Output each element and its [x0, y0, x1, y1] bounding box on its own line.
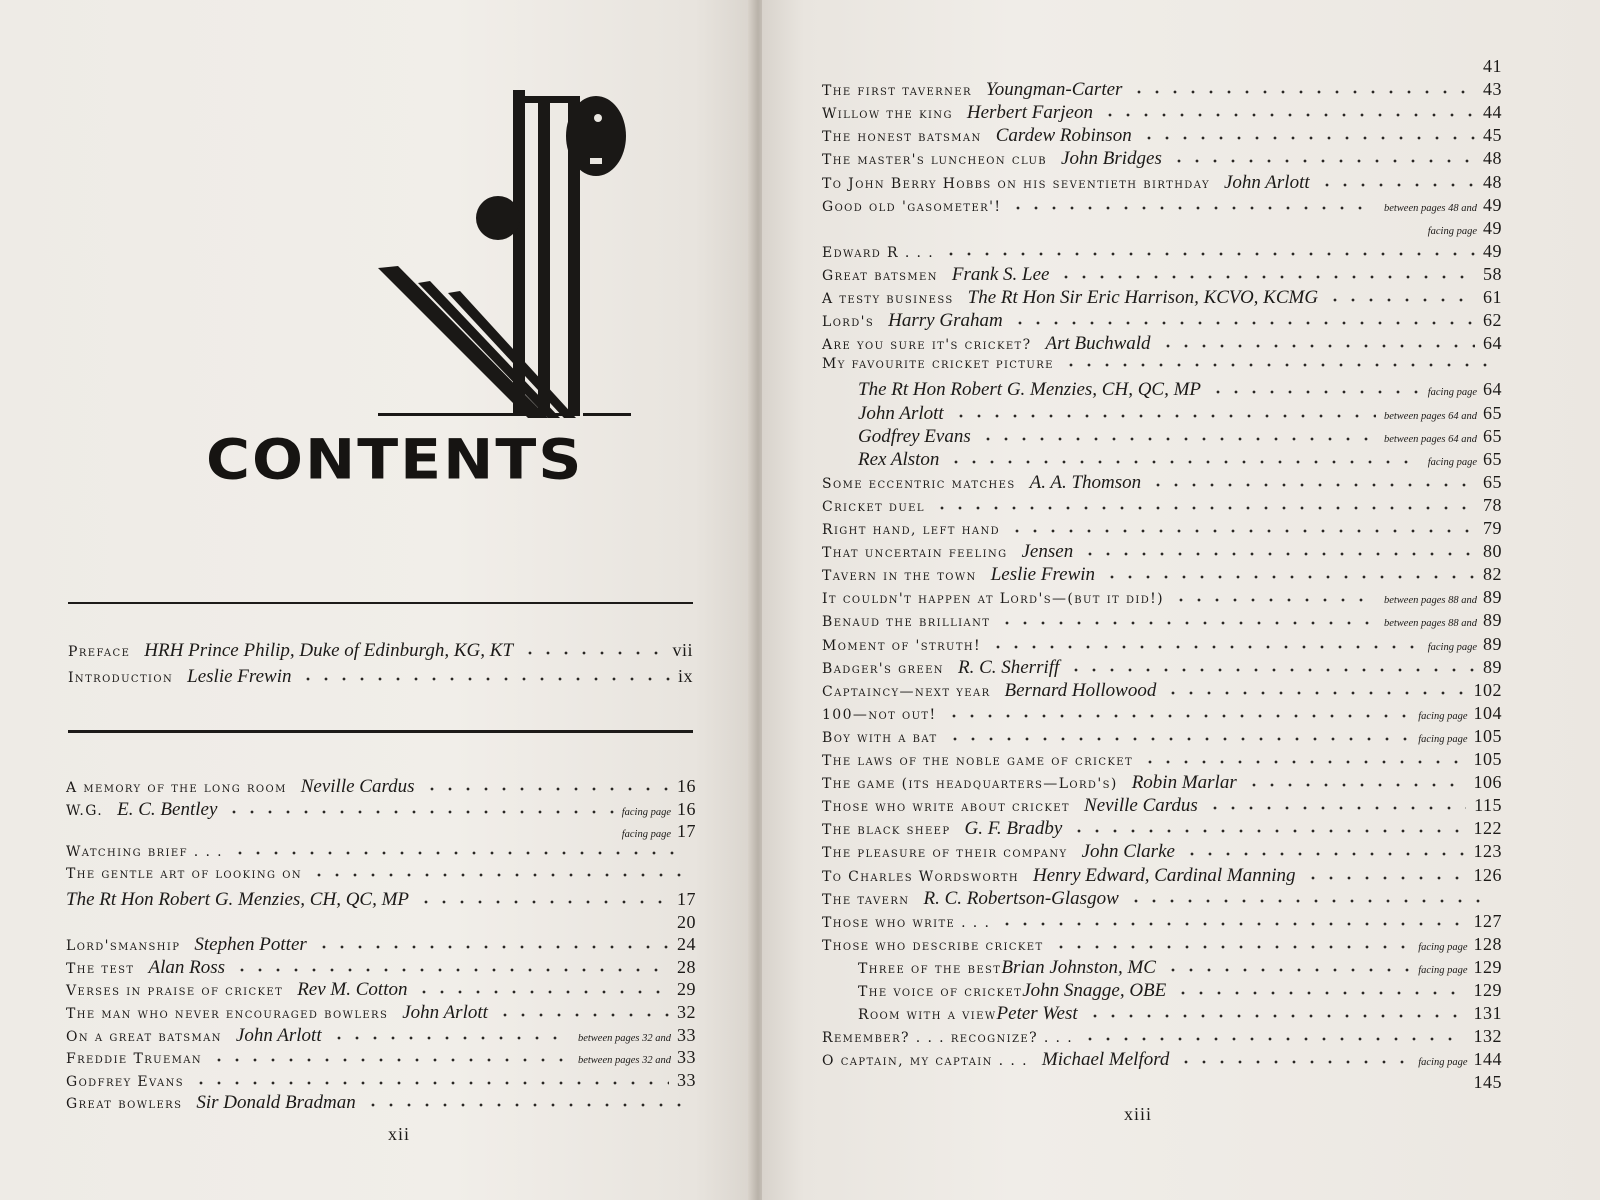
page-number: 28: [677, 956, 696, 977]
page-number: 44: [1483, 102, 1502, 123]
entry-title: Lord's: [822, 314, 875, 331]
entry-author: The Rt Hon Sir Eric Harrison, KCVO, KCMG: [967, 287, 1319, 308]
entry-author: E. C. Bentley: [117, 798, 218, 820]
folio-left: xii: [388, 1124, 411, 1144]
toc-entry: [822, 495, 1502, 516]
toc-entry: [822, 934, 1502, 955]
entry-author: Leslie Frewin: [187, 666, 292, 687]
toc-entry: [822, 287, 1502, 309]
entry-title: Tavern in the town: [822, 568, 977, 585]
dot-leader: [1127, 898, 1494, 904]
toc-entry: [66, 1047, 696, 1068]
page-note: facing page: [1427, 387, 1477, 399]
dot-leader: [946, 736, 1411, 742]
dot-leader: [1174, 990, 1465, 996]
dot-leader: [225, 809, 613, 815]
page-number: 43: [1483, 79, 1502, 100]
page-number: 132: [1473, 1026, 1502, 1047]
toc-entry: [822, 172, 1502, 194]
page-number: 123: [1473, 841, 1502, 862]
toc-entry: [822, 264, 1502, 286]
toc-entry: [68, 666, 693, 688]
page-note: facing page: [621, 829, 671, 841]
entry-author: A. A. Thomson: [1029, 471, 1142, 493]
dot-leader: [1140, 135, 1475, 141]
dot-leader: [1009, 205, 1376, 211]
toc-entry: [822, 587, 1502, 608]
dot-leader: [979, 436, 1376, 442]
entry-title: Three of the best: [858, 960, 1002, 977]
entry-title: Captaincy—next year: [822, 683, 991, 700]
entry-title: W.G.: [66, 802, 104, 819]
entry-title: Some eccentric matches: [822, 475, 1016, 492]
toc-entry: [822, 888, 1502, 910]
page-note: between pages 64 and: [1383, 433, 1477, 445]
toc-entry: [822, 195, 1502, 216]
page-number: 64: [1483, 333, 1502, 354]
page-number: 131: [1473, 1003, 1502, 1024]
dot-leader: [364, 1102, 688, 1108]
page-number: 102: [1473, 679, 1502, 700]
dot-leader: [315, 944, 669, 950]
dot-leader: [330, 1035, 570, 1041]
entry-author: Robin Marlar: [1131, 772, 1237, 794]
dot-leader: [1149, 482, 1475, 488]
entry-author: Harry Graham: [888, 310, 1003, 332]
entry-author: Stephen Potter: [194, 934, 307, 956]
dot-leader: [1062, 362, 1494, 368]
entry-author: Sir Donald Bradman: [196, 1092, 356, 1114]
entry-title: Godfrey Evans: [66, 1073, 185, 1090]
dot-leader: [1318, 182, 1475, 188]
contents-heading: CONTENTS: [206, 428, 584, 493]
page-number: 89: [1483, 656, 1502, 677]
page-number: 45: [1483, 125, 1502, 146]
page-number: 127: [1473, 910, 1502, 931]
dot-leader: [233, 967, 669, 973]
page-note: facing page: [1418, 1057, 1468, 1069]
entry-title: Badger's green: [822, 660, 944, 677]
entry-title: A testy business: [822, 291, 954, 307]
toc-entry: [822, 795, 1502, 817]
page-number: 62: [1483, 310, 1502, 331]
page-number: 65: [1483, 402, 1502, 423]
page-note: between pages 32 and: [577, 1032, 671, 1044]
entry-author: John Arlott: [858, 402, 944, 424]
dot-leader: [942, 251, 1475, 257]
dot-leader: [1159, 343, 1475, 349]
toc-entry: [822, 125, 1502, 147]
entry-title: The tavern: [822, 891, 910, 908]
dot-leader: [1326, 297, 1475, 303]
page-number: 17: [677, 889, 696, 909]
divider-top: [68, 602, 693, 604]
toc-entry: [66, 1092, 696, 1114]
entry-author: John Arlott: [235, 1024, 322, 1046]
entry-title: Watching brief . . .: [66, 843, 224, 860]
page-note: facing page: [1427, 641, 1477, 653]
page-note: facing page: [1418, 710, 1468, 722]
toc-entry: [858, 426, 1502, 448]
page-number: 89: [1483, 610, 1502, 631]
entry-title: The gentle art of looking on: [66, 866, 302, 883]
dot-leader: [1164, 690, 1465, 696]
dot-leader: [415, 989, 669, 995]
page-number: 49: [1483, 194, 1502, 215]
dot-leader: [1206, 805, 1466, 811]
toc-entry: [66, 799, 696, 821]
toc-entry: [822, 703, 1502, 724]
entry-author: Godfrey Evans: [858, 425, 971, 447]
page-number: 78: [1483, 494, 1502, 515]
entry-title: Edward R . . .: [822, 244, 935, 261]
entry-title: Willow the king: [822, 106, 953, 123]
toc-entry: [822, 726, 1502, 747]
toc-entry: [858, 957, 1502, 979]
entry-author: Peter West: [996, 1003, 1078, 1025]
dot-leader: [1103, 574, 1475, 580]
entry-title: Those who describe cricket: [822, 937, 1044, 954]
page-note: between pages 88 and: [1383, 618, 1477, 630]
entry-title: Remember? . . . recognize? . . .: [822, 1030, 1074, 1047]
toc-entry: [66, 1070, 696, 1091]
entry-author: Henry Edward, Cardinal Manning: [1033, 864, 1296, 886]
page-note: between pages 48 and: [1383, 202, 1477, 214]
entry-author: John Arlott: [1223, 171, 1310, 193]
entry-author: Brian Johnston, MC: [1001, 956, 1156, 978]
page-number: 129: [1473, 980, 1502, 1000]
entry-author: John Arlott: [402, 1002, 488, 1023]
folio-right: xiii: [1124, 1104, 1153, 1124]
dot-leader: [998, 921, 1465, 927]
page-number: 64: [1483, 379, 1502, 400]
toc-entry: [858, 449, 1502, 471]
dot-leader: [1011, 320, 1475, 326]
toc-entry: [822, 333, 1502, 355]
toc-entry: [822, 680, 1502, 702]
page-number: 29: [677, 979, 696, 1000]
toc-entry: [822, 1026, 1502, 1047]
toc-entry: [822, 218, 1502, 239]
dot-leader: [1177, 1059, 1410, 1065]
entry-author: R. C. Robertson-Glasgow: [923, 887, 1119, 909]
toc-entry: [822, 148, 1502, 170]
entry-title: The voice of cricket: [858, 984, 1023, 1000]
entry-title: Freddie Trueman: [66, 1051, 203, 1068]
page-number: 104: [1473, 702, 1502, 723]
page-note: facing page: [1427, 225, 1477, 237]
entry-author: John Clarke: [1081, 841, 1175, 863]
page-number: 17: [677, 821, 696, 842]
entry-author: Rex Alston: [858, 448, 940, 470]
page-number: 106: [1473, 772, 1502, 793]
entry-title: Room with a view: [858, 1007, 997, 1024]
page-number: 80: [1483, 541, 1502, 562]
dot-leader: [1070, 828, 1465, 834]
cricket-stumps-logo: [378, 88, 638, 428]
entry-title: My favourite cricket picture: [822, 356, 1054, 373]
toc-entry: [66, 844, 696, 860]
toc-entry: [66, 979, 696, 1001]
dot-leader: [299, 676, 670, 682]
entry-title: O captain, my captain . . .: [822, 1053, 1028, 1070]
page-number: 32: [677, 1002, 696, 1022]
entry-author: Frank S. Lee: [951, 263, 1050, 285]
dot-leader: [1067, 667, 1475, 673]
page-number: 61: [1483, 287, 1502, 307]
dot-leader: [1183, 851, 1466, 857]
toc-entry: [822, 356, 1502, 372]
entry-title: On a great batsman: [66, 1028, 222, 1045]
entry-title: Great batsmen: [822, 267, 938, 284]
entry-title: 100—not out!: [822, 706, 937, 723]
page-note: facing page: [1418, 964, 1468, 976]
page-number: 122: [1473, 818, 1502, 839]
toc-entry: [858, 1003, 1502, 1025]
dot-leader: [1172, 597, 1376, 603]
page-number: 79: [1483, 518, 1502, 538]
page-note: facing page: [1427, 456, 1477, 468]
toc-entry: [858, 403, 1502, 425]
entry-title: The master's luncheon club: [822, 152, 1048, 169]
dot-leader: [192, 1080, 669, 1086]
page-note: facing page: [1418, 733, 1468, 745]
entry-author: Neville Cardus: [1084, 795, 1198, 817]
page-number: 144: [1473, 1049, 1502, 1070]
dot-leader: [945, 713, 1411, 719]
entry-title: Right hand, left hand: [822, 522, 1001, 538]
toc-entry: [822, 634, 1502, 655]
entry-title: Boy with a bat: [822, 729, 938, 746]
entry-author: Youngman-Carter: [985, 79, 1123, 101]
entry-title: Verses in praise of cricket: [66, 983, 284, 1000]
dot-leader: [947, 459, 1419, 465]
entry-title: Are you sure it's cricket?: [822, 337, 1032, 354]
toc-entry: [858, 980, 1502, 1002]
page-number: ix: [677, 666, 693, 686]
dot-leader: [210, 1057, 570, 1063]
dot-leader: [417, 899, 669, 905]
dot-leader: [521, 650, 664, 656]
entry-author: Cardew Robinson: [995, 125, 1132, 147]
toc-entry: [66, 821, 696, 842]
entry-title: The pleasure of their company: [822, 845, 1068, 862]
toc-entry: [66, 934, 696, 956]
page-number: 49: [1483, 217, 1502, 238]
entry-author: Art Buchwald: [1045, 333, 1151, 355]
page-number: 105: [1473, 749, 1502, 769]
dot-leader: [1008, 528, 1475, 534]
toc-entry: [822, 610, 1502, 631]
dot-leader: [423, 786, 669, 792]
dot-leader: [1081, 551, 1475, 557]
entry-title: Cricket duel: [822, 498, 925, 515]
toc-entry: [66, 889, 696, 911]
toc-entry: [66, 957, 696, 979]
toc-entry: [822, 841, 1502, 863]
entry-author: Jensen: [1021, 541, 1074, 563]
dot-leader: [1141, 759, 1465, 765]
entry-author: The Rt Hon Robert G. Menzies, CH, QC, MP: [66, 889, 410, 910]
entry-title: To Charles Wordsworth: [822, 868, 1020, 885]
page-number: 33: [677, 1069, 696, 1090]
entry-author: Bernard Hollowood: [1004, 679, 1157, 701]
toc-entry: [822, 564, 1502, 586]
right-page: [762, 0, 1600, 1200]
entry-title: Good old 'gasometer'!: [822, 198, 1002, 215]
page-number: 126: [1473, 864, 1502, 885]
toc-entry: [822, 657, 1502, 679]
entry-title: Preface: [68, 644, 131, 660]
page-number: 89: [1483, 587, 1502, 608]
entry-title: Moment of 'struth!: [822, 637, 982, 654]
toc-entry: [822, 472, 1502, 494]
toc-entry: [66, 912, 696, 933]
page-number: 20: [677, 911, 696, 932]
toc-entry: [822, 865, 1502, 887]
page-number: 89: [1483, 633, 1502, 654]
dot-leader: [1052, 944, 1411, 950]
entry-title: It couldn't happen at Lord's—(but it did!): [822, 591, 1165, 608]
entry-author: Michael Melford: [1041, 1049, 1170, 1071]
toc-entry: [822, 541, 1502, 563]
page-number: 48: [1483, 148, 1502, 169]
entry-author: HRH Prince Philip, Duke of Edinburgh, KG, KT: [144, 640, 514, 661]
page-number: 16: [677, 798, 696, 819]
entry-author: Leslie Frewin: [990, 564, 1096, 586]
toc-entry: [68, 640, 693, 662]
page-number: 65: [1483, 425, 1502, 446]
dot-leader: [1086, 1013, 1466, 1019]
dot-leader: [231, 850, 688, 856]
toc-entry: [822, 56, 1502, 77]
page-note: facing page: [1418, 941, 1468, 953]
entry-author: The Rt Hon Robert G. Menzies, CH, QC, MP: [858, 379, 1202, 401]
dot-leader: [496, 1012, 669, 1018]
entry-title: Lord'smanship: [66, 938, 181, 955]
entry-title: Those who write about cricket: [822, 799, 1071, 816]
page-number: 24: [677, 934, 696, 955]
toc-entry: [822, 102, 1502, 124]
dot-leader: [989, 644, 1420, 650]
page-number: 49: [1483, 240, 1502, 261]
entry-title: The first taverner: [822, 83, 972, 100]
dot-leader: [1164, 967, 1410, 973]
entry-author: Rev M. Cotton: [297, 979, 408, 1001]
dot-leader: [1209, 389, 1420, 395]
page-note: facing page: [621, 806, 671, 818]
toc-entry: [822, 749, 1502, 770]
page-note: between pages 64 and: [1383, 410, 1477, 422]
page-number: 128: [1473, 933, 1502, 954]
dot-leader: [952, 413, 1376, 419]
toc-entry: [822, 241, 1502, 262]
toc-entry: [822, 1072, 1502, 1093]
page-number: 115: [1474, 795, 1502, 816]
toc-entry: [822, 310, 1502, 332]
dot-leader: [998, 620, 1376, 626]
dot-leader: [1245, 782, 1466, 788]
page-number: 82: [1483, 564, 1502, 585]
page-number: 65: [1483, 471, 1502, 492]
page-number: 129: [1473, 956, 1502, 977]
page-number: 16: [677, 776, 696, 796]
dot-leader: [1304, 875, 1466, 881]
toc-entry: [66, 1002, 696, 1024]
entry-author: G. F. Bradby: [964, 818, 1063, 840]
toc-entry: [66, 1025, 696, 1047]
dot-leader: [1081, 1036, 1465, 1042]
entry-author: Alan Ross: [148, 956, 226, 978]
entry-title: The black sheep: [822, 822, 951, 839]
dot-leader: [310, 872, 688, 878]
page-number: 145: [1473, 1072, 1502, 1093]
entry-author: Neville Cardus: [300, 776, 415, 797]
entry-title: The game (its headquarters—Lord's): [822, 776, 1118, 793]
page-number: 33: [677, 1024, 696, 1045]
dot-leader: [933, 505, 1475, 511]
entry-title: To John Berry Hobbs on his seventieth birthday: [822, 175, 1210, 192]
dot-leader: [1057, 274, 1475, 280]
dot-leader: [1101, 112, 1475, 118]
page-note: between pages 88 and: [1383, 595, 1477, 607]
page-number: 33: [677, 1047, 696, 1068]
toc-entry: [822, 79, 1502, 101]
entry-title: Benaud the brilliant: [822, 614, 991, 631]
toc-entry: [822, 518, 1502, 539]
entry-title: That uncertain feeling: [822, 545, 1008, 562]
entry-author: John Bridges: [1061, 148, 1162, 170]
toc-entry: [858, 379, 1502, 401]
page-note: between pages 32 and: [577, 1055, 671, 1067]
entry-author: John Snagge, OBE: [1022, 980, 1167, 1001]
page-number: 48: [1483, 171, 1502, 192]
entry-title: Introduction: [68, 670, 174, 686]
entry-title: The man who never encouraged bowlers: [66, 1006, 389, 1022]
page-number: 65: [1483, 448, 1502, 469]
entry-title: The honest batsman: [822, 129, 982, 146]
page-number: 105: [1473, 725, 1502, 746]
toc-entry: [822, 1049, 1502, 1071]
toc-entry: [66, 776, 696, 798]
dot-leader: [1130, 89, 1475, 95]
page-number: vii: [672, 640, 693, 660]
divider-bottom: [68, 730, 693, 733]
toc-entry: [822, 772, 1502, 794]
dot-leader: [1170, 158, 1475, 164]
toc-entry: [66, 866, 696, 882]
toc-entry: [822, 818, 1502, 840]
page-number: 41: [1483, 56, 1502, 76]
entry-author: Herbert Farjeon: [966, 102, 1093, 124]
toc-entry: [822, 911, 1502, 932]
entry-title: The test: [66, 960, 135, 977]
entry-title: Those who write . . .: [822, 914, 991, 931]
entry-title: A memory of the long room: [66, 780, 287, 796]
left-page: [0, 0, 755, 1200]
entry-title: The laws of the noble game of cricket: [822, 753, 1134, 769]
entry-title: Great bowlers: [66, 1096, 183, 1113]
entry-author: R. C. Sherriff: [957, 656, 1060, 678]
page-number: 58: [1483, 263, 1502, 284]
